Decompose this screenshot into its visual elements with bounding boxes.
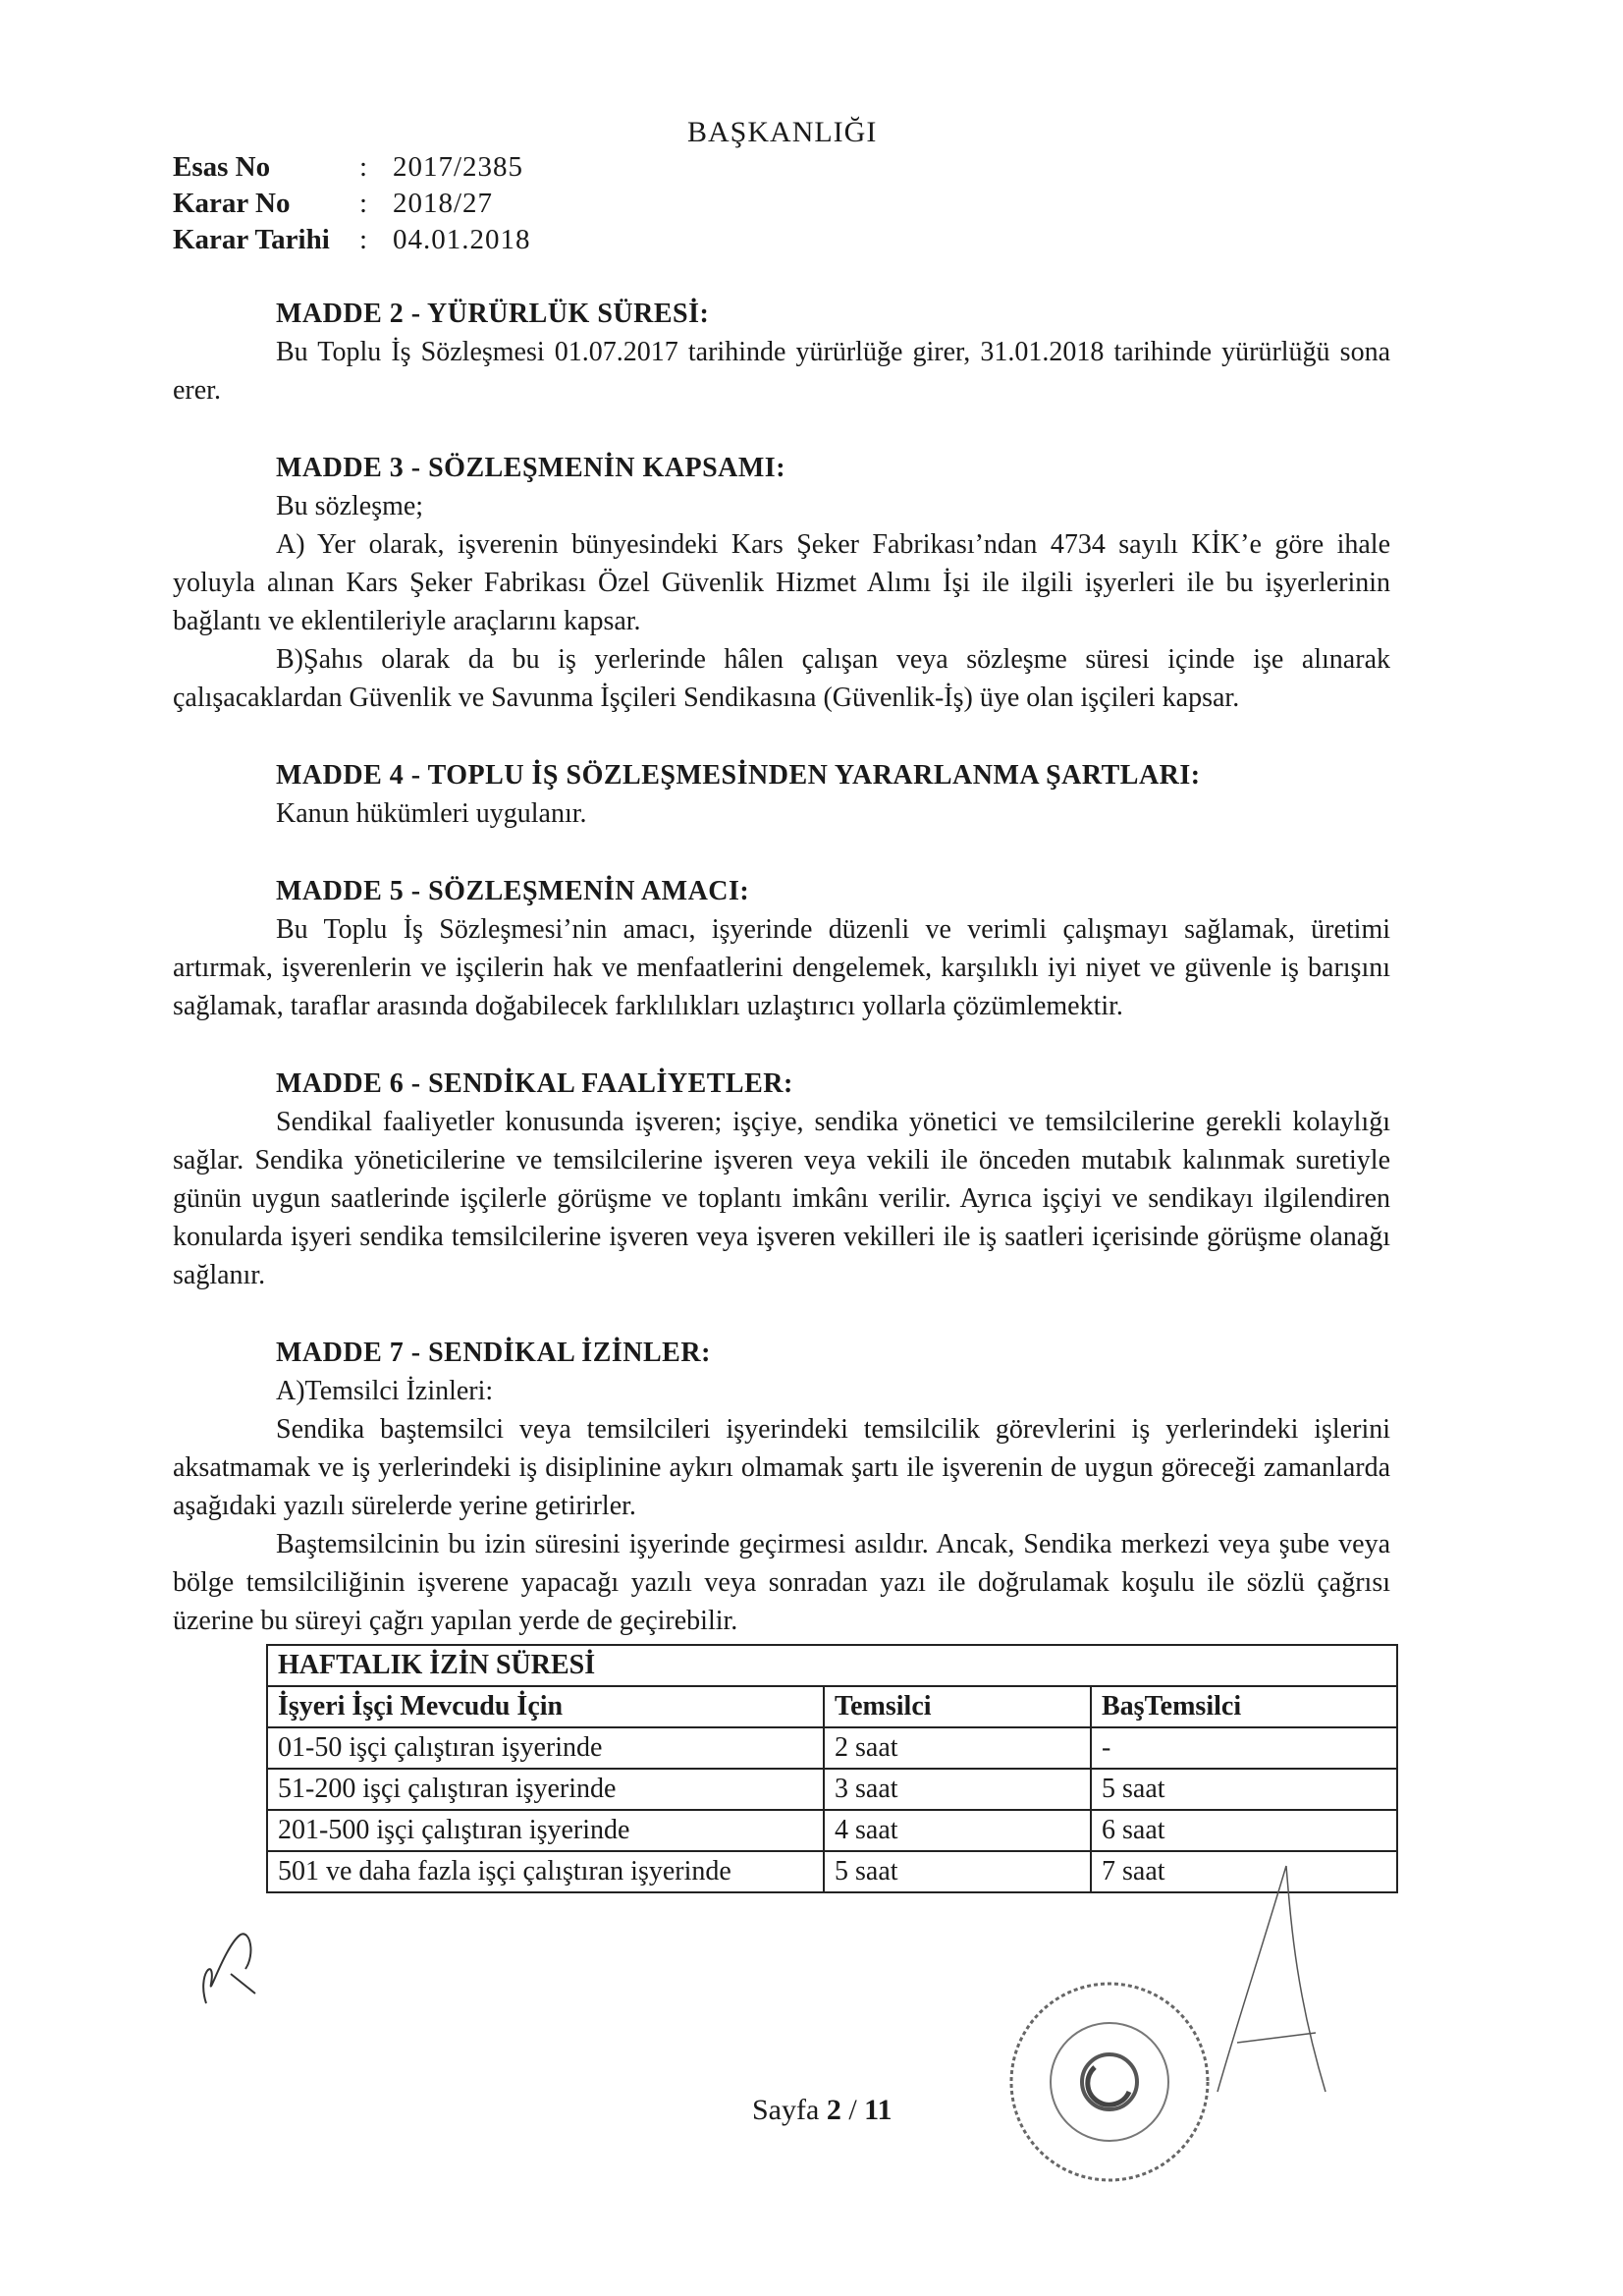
- madde-title: MADDE 6 - SENDİKAL FAALİYETLER:: [276, 1068, 793, 1099]
- madde-5: [173, 872, 1390, 1025]
- madde-text: Kanun hükümleri uygulanır.: [276, 798, 587, 829]
- page-number-prefix: Sayfa: [752, 2094, 820, 2126]
- table-cell: 6 saat: [1091, 1810, 1397, 1851]
- table-cell: -: [1091, 1727, 1397, 1769]
- meta-row-esas: Esas No : 2017/2385: [173, 149, 531, 186]
- table-cell: 51-200 işçi çalıştıran işyerinde: [267, 1769, 824, 1810]
- column-header: Temsilci: [824, 1686, 1091, 1727]
- column-header: İşyeri İşçi Mevcudu İçin: [267, 1686, 824, 1727]
- table-header-row: [267, 1686, 1397, 1727]
- madde-title: MADDE 7 - SENDİKAL İZİNLER:: [276, 1338, 711, 1368]
- official-stamp: [972, 1964, 1267, 2200]
- madde-7: [173, 1334, 1390, 1893]
- madde-title: MADDE 4 - TOPLU İŞ SÖZLEŞMESİNDEN YARARLANMA ŞARTLARI:: [276, 760, 1201, 791]
- table-cell: 2 saat: [824, 1727, 1091, 1769]
- table-caption: HAFTALIK İZİN SÜRESİ: [267, 1645, 1397, 1686]
- madde-intro: Bu sözleşme;: [276, 491, 424, 521]
- table-cell: 3 saat: [824, 1769, 1091, 1810]
- meta-value: 2018/27: [393, 188, 494, 219]
- madde-subtitle: A)Temsilci İzinleri:: [276, 1376, 494, 1406]
- table-cell: 501 ve daha fazla işçi çalıştıran işyerinde: [267, 1851, 824, 1892]
- madde-4: [173, 756, 1390, 833]
- page-number-total: 11: [864, 2094, 893, 2126]
- madde-title: MADDE 3 - SÖZLEŞMENİN KAPSAMI:: [276, 453, 786, 483]
- madde-6: [173, 1065, 1390, 1294]
- meta-label: Karar No: [173, 188, 291, 219]
- madde-item-b: B)Şahıs olarak da bu iş yerlerinde hâlen çalışan veya sözleşme süresi içinde işe alınarak çalışacaklardan Güvenlik ve Savunma İşçileri Sendikasına (Güvenlik-İş) üye olan işçileri kapsar.: [173, 644, 1390, 713]
- page-number-current: 2: [826, 2094, 841, 2126]
- table-caption-row: [267, 1645, 1397, 1686]
- madde-text: Bu Toplu İş Sözleşmesi 01.07.2017 tarihinde yürürlüğe girer, 31.01.2018 tarihinde yürürlüğü sona erer.: [173, 337, 1390, 406]
- page-number: [752, 2094, 893, 2127]
- meta-label: Esas No: [173, 151, 271, 183]
- madde-paragraph: Baştemsilcinin bu izin süresini işyerinde geçirmesi asıldır. Ancak, Sendika merkezi veya şube veya bölge temsilciliğinin işverene yapacağı yazılı veya sonradan yazı ile doğrulamak koşulu ile sözlü çağrısı üzerine bu süreyi çağrı yapılan yerde de geçirebilir.: [173, 1529, 1390, 1636]
- handwritten-initial: [187, 1915, 265, 2023]
- madde-title: MADDE 5 - SÖZLEŞMENİN AMACI:: [276, 876, 750, 906]
- madde-item-a: A) Yer olarak, işverenin bünyesindeki Kars Şeker Fabrikası’ndan 4734 sayılı KİK’e göre ihale yoluyla alınan Kars Şeker Fabrikası Özel Güvenlik Hizmet Alımı İşi ile ilgili işyerleri ile bu işyerlerinin bağlantı ve eklentileriyle araçlarını kapsar.: [173, 529, 1390, 636]
- document-body: [173, 295, 1390, 1893]
- madde-paragraph: Sendika baştemsilci veya temsilcileri işyerindeki temsilcilik görevlerini iş yerlerindeki işlerini aksatmamak ve iş yerlerindeki iş disiplinine aykırı olmamak şartı ile işverenin de uygun göreceği zamanlarda aşağıdaki yazılı sürelerde yerine getirirler.: [173, 1414, 1390, 1521]
- table-cell: 201-500 işçi çalıştıran işyerinde: [267, 1810, 824, 1851]
- case-meta: [173, 149, 531, 258]
- table-row: [267, 1769, 1397, 1810]
- madde-2: [173, 295, 1390, 410]
- meta-value: 2017/2385: [393, 151, 524, 183]
- table-cell: 7 saat: [1091, 1851, 1397, 1892]
- table-cell: 01-50 işçi çalıştıran işyerinde: [267, 1727, 824, 1769]
- column-header: BaşTemsilci: [1091, 1686, 1397, 1727]
- meta-value: 04.01.2018: [393, 224, 531, 255]
- madde-title: MADDE 2 - YÜRÜRLÜK SÜRESİ:: [276, 299, 710, 329]
- meta-row-tarih: Karar Tarihi : 04.01.2018: [173, 222, 531, 258]
- madde-text: Bu Toplu İş Sözleşmesi’nin amacı, işyerinde düzenli ve verimli çalışmayı sağlamak, üretimi artırmak, işverenlerin ve işçilerin hak ve menfaatlerini dengelemek, karşılıklı iyi niyet ve güvenle iş barışını sağlamak, taraflar arasında doğabilecek farklılıkları uzlaştırıcı yollarla çözümlemektir.: [173, 914, 1390, 1021]
- page-header-title: BAŞKANLIĞI: [687, 116, 878, 148]
- table-cell: 5 saat: [824, 1851, 1091, 1892]
- meta-label: Karar Tarihi: [173, 224, 330, 255]
- table-cell: 5 saat: [1091, 1769, 1397, 1810]
- madde-3: [173, 449, 1390, 717]
- table-cell: 4 saat: [824, 1810, 1091, 1851]
- table-row: [267, 1810, 1397, 1851]
- table-row: [267, 1727, 1397, 1769]
- page-number-separator: /: [840, 2094, 865, 2126]
- meta-row-karar: Karar No : 2018/27: [173, 186, 531, 222]
- madde-text: Sendikal faaliyetler konusunda işveren; işçiye, sendika yönetici ve temsilcilerine gerekli kolaylığı sağlar. Sendika yöneticilerine ve temsilcilerine işveren veya vekili ile önceden mutabık kalınmak suretiyle günün uygun saatlerinde işçilerle görüşme ve toplantı imkânı verilir. Ayrıca işçiyi ve sendikayı ilgilendiren konularda işyeri sendika temsilcilerine işveren veya işveren vekilleri ile iş saatleri içerisinde görüşme olanağı sağlanır.: [173, 1107, 1390, 1290]
